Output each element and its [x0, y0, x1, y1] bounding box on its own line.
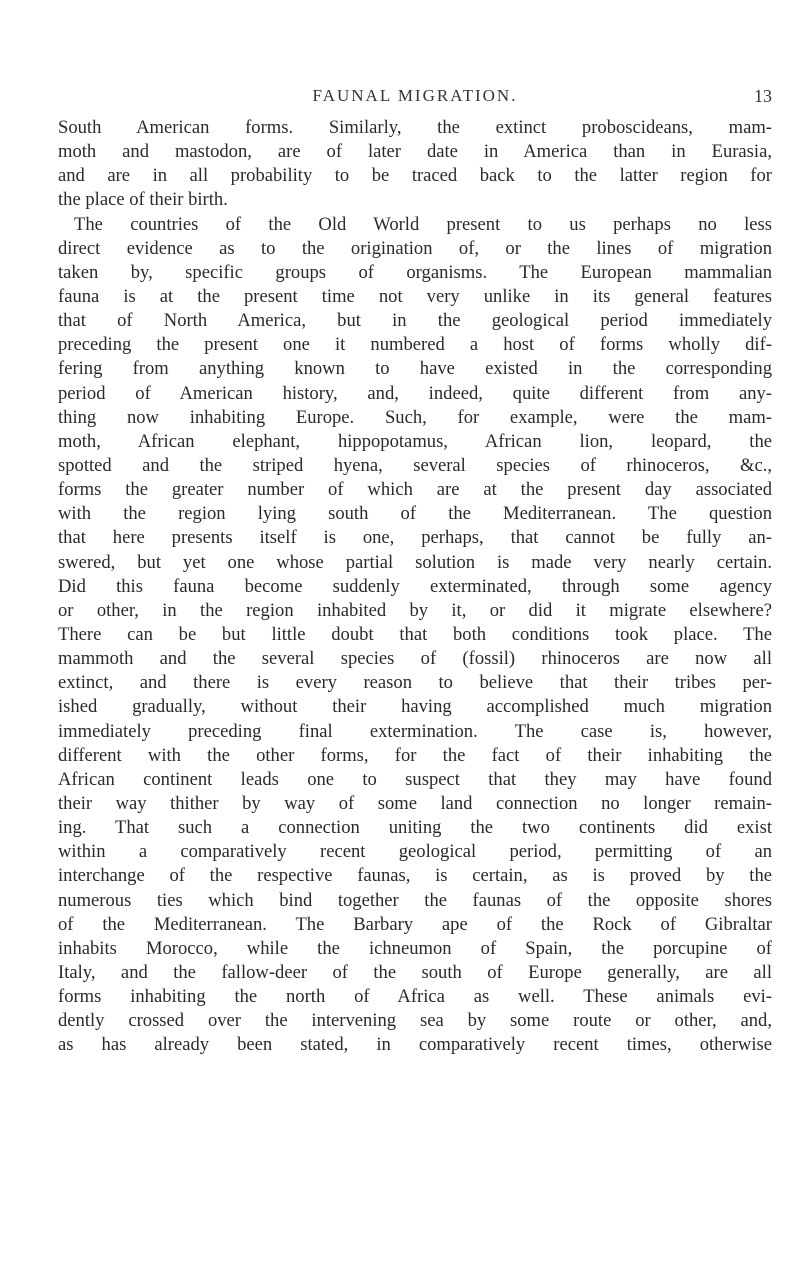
text-line: South American forms. Similarly, the extinct proboscideans, mam- — [58, 117, 772, 138]
text-line: within a comparatively recent geological period, permitting of an — [58, 841, 772, 863]
running-head — [58, 86, 772, 110]
text-line: dently crossed over the intervening sea by some route or other, and, — [58, 1010, 772, 1032]
text-line: different with the other forms, for the fact of their inhabiting the — [58, 744, 772, 766]
text-line: that here presents itself is one, perhaps, that cannot be fully an- — [58, 527, 772, 549]
page-number: 13 — [754, 86, 772, 106]
text-line: with the region lying south of the Mediterranean. The question — [58, 503, 772, 525]
text-line: ished gradually, without their having accomplished much migration — [58, 696, 772, 718]
text-line: spotted and the striped hyena, several species of rhinoceros, &c., — [58, 454, 772, 476]
text-line: as has already been stated, in comparatively recent times, otherwise — [58, 1034, 772, 1056]
text-line: Did this fauna become suddenly exterminated, through some agency — [58, 575, 772, 597]
text-line: immediately preceding final extermination. The case is, however, — [58, 720, 772, 742]
text-line: mammoth and the several species of (fossil) rhinoceros are now all — [58, 648, 772, 670]
text-line: fering from anything known to have existed in the corresponding — [58, 358, 772, 380]
text-line: interchange of the respective faunas, is certain, as is proved by the — [58, 865, 772, 887]
text-line: Italy, and the fallow-deer of the south of Europe generally, are all — [58, 961, 772, 983]
text-line: moth, African elephant, hippopotamus, African lion, leopard, the — [58, 430, 772, 452]
text-line: moth and mastodon, are of later date in America than in Eurasia, — [58, 141, 772, 163]
text-line: inhabits Morocco, while the ichneumon of Spain, the porcupine of — [58, 937, 772, 959]
text-line: forms inhabiting the north of Africa as well. These animals evi- — [58, 986, 772, 1008]
text-line: the place of their birth. — [58, 189, 228, 211]
text-line: extinct, and there is every reason to believe that their tribes per- — [58, 672, 772, 694]
running-title: FAUNAL MIGRATION. — [312, 86, 518, 105]
text-line: thing now inhabiting Europe. Such, for example, were the mam- — [58, 406, 772, 428]
text-line: There can be but little doubt that both conditions took place. The — [58, 623, 772, 645]
text-line: preceding the present one it numbered a host of forms wholly dif- — [58, 334, 772, 356]
text-line: their way thither by way of some land connection no longer remain- — [58, 792, 772, 814]
text-line: swered, but yet one whose partial solution is made very nearly certain. — [58, 551, 772, 573]
text-line: fauna is at the present time not very unlike in its general features — [58, 285, 772, 307]
text-line: African continent leads one to suspect that they may have found — [58, 768, 772, 790]
text-line: taken by, specific groups of organisms. The European mammalian — [58, 261, 772, 283]
text-line: forms the greater number of which are at the present day associated — [58, 479, 772, 501]
text-line: that of North America, but in the geological period immediately — [58, 310, 772, 332]
text-line: period of American history, and, indeed, quite different from any- — [58, 382, 772, 404]
text-line: ing. That such a connection uniting the two continents did exist — [58, 817, 772, 839]
text-line: numerous ties which bind together the faunas of the opposite shores — [58, 889, 772, 911]
paragraph-start-line: The countries of the Old World present to us perhaps no less — [74, 213, 772, 235]
body-text — [58, 116, 772, 1057]
text-line: and are in all probability to be traced back to the latter region for — [58, 165, 772, 187]
text-line: or other, in the region inhabited by it, or did it migrate elsewhere? — [58, 599, 772, 621]
text-line: direct evidence as to the origination of, or the lines of migration — [58, 237, 772, 259]
text-line: of the Mediterranean. The Barbary ape of the Rock of Gibraltar — [58, 913, 772, 935]
